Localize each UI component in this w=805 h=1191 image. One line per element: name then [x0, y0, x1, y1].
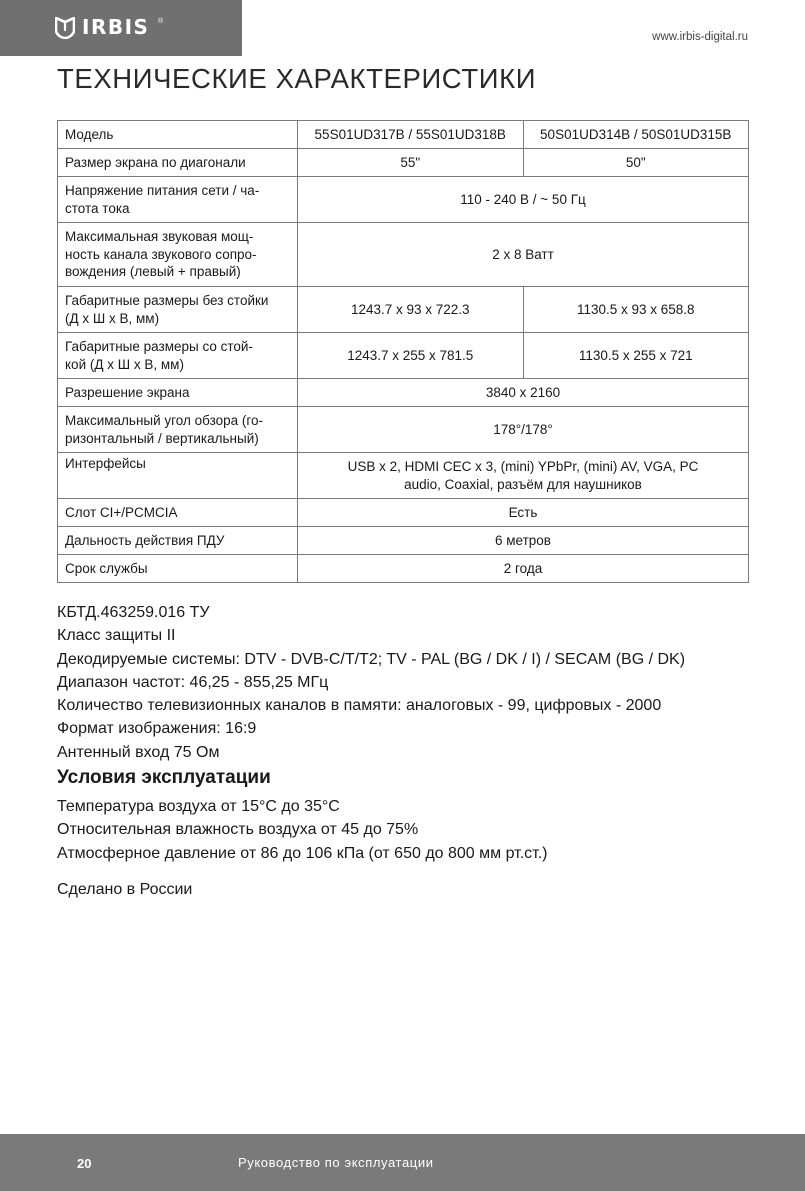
page-number: 20: [77, 1156, 92, 1171]
spec-value-55: 55S01UD317B / 55S01UD318B: [298, 121, 524, 149]
spec-value-55: 55": [298, 149, 524, 177]
spec-row-dims-no-stand: [58, 287, 749, 333]
note-line: Количество телевизионных каналов в памяти: аналоговых - 99, цифровых - 2000: [57, 697, 662, 715]
spec-label: Размер экрана по диагонали: [58, 149, 298, 177]
page-title: ТЕХНИЧЕСКИЕ ХАРАКТЕРИСТИКИ: [57, 63, 537, 94]
spec-row-ci-slot: [58, 499, 749, 527]
note-line: КБТД.463259.016 ТУ: [57, 604, 210, 621]
spec-value: USB x 2, HDMI CEC x 3, (mini) YPbPr, (mini) AV, VGA, PC audio, Coaxial, разъём для наушников: [298, 453, 749, 499]
spec-label: Максимальный угол обзора (го- ризонтальный / вертикальный): [58, 407, 298, 453]
spec-row-resolution: [58, 379, 749, 407]
spec-value: 178°/178°: [298, 407, 749, 453]
conditions-list: [57, 795, 547, 865]
spec-value-50: 50": [523, 149, 749, 177]
spec-label: Габаритные размеры без стойки (Д х Ш х В, мм): [58, 287, 298, 333]
spec-value-50: 1130.5 x 93 x 658.8: [523, 287, 749, 333]
spec-label: Дальность действия ПДУ: [58, 527, 298, 555]
spec-value: 2 года: [298, 555, 749, 583]
spec-row-lifetime: [58, 555, 749, 583]
spec-label: Интерфейсы: [58, 453, 298, 499]
spec-row-model: [58, 121, 749, 149]
note-line: Антенный вход 75 Ом: [57, 743, 220, 761]
condition-line: Атмосферное давление от 86 до 106 кПа (от 650 до 800 мм рт.ст.): [57, 844, 548, 862]
spec-label: Срок службы: [58, 555, 298, 583]
irbis-shield-icon: [55, 17, 75, 39]
conditions-heading: Условия эксплуатации: [57, 767, 271, 788]
footer-title: Руководство по эксплуатации: [238, 1155, 434, 1170]
spec-label: Габаритные размеры со стой- кой (Д х Ш х В, мм): [58, 333, 298, 379]
made-in-label: Сделано в России: [57, 881, 193, 898]
website-url[interactable]: www.irbis-digital.ru: [652, 31, 748, 43]
spec-row-dims-stand: [58, 333, 749, 379]
spec-row-viewing-angle: [58, 407, 749, 453]
note-line: Класс защиты II: [57, 627, 176, 645]
spec-label: Максимальная звуковая мощ- ность канала звукового сопро- вождения (левый + правый): [58, 223, 298, 287]
page-footer: [0, 1134, 805, 1191]
condition-line: Температура воздуха от 15°С до 35°С: [57, 798, 340, 815]
note-line: Формат изображения: 16:9: [57, 720, 257, 738]
spec-value: 110 - 240 В / ~ 50 Гц: [298, 177, 749, 223]
logo-registered-mark: ®: [158, 18, 164, 25]
spec-value-50: 1130.5 x 255 x 721: [523, 333, 749, 379]
spec-label: Разрешение экрана: [58, 379, 298, 407]
spec-label: Слот CI+/PCMCIA: [58, 499, 298, 527]
spec-value: 6 метров: [298, 527, 749, 555]
logo-banner: [0, 0, 242, 56]
spec-label: Модель: [58, 121, 298, 149]
spec-value: 2 х 8 Ватт: [298, 223, 749, 287]
spec-row-remote-range: [58, 527, 749, 555]
spec-row-power: [58, 177, 749, 223]
spec-row-diagonal: [58, 149, 749, 177]
spec-row-interfaces: [58, 453, 749, 499]
spec-table: [57, 120, 749, 583]
spec-row-sound: [58, 223, 749, 287]
note-line: Декодируемые системы: DTV - DVB-C/T/T2; TV - PAL (BG / DK / I) / SECAM (BG / DK): [57, 650, 686, 668]
spec-value: 3840 x 2160: [298, 379, 749, 407]
spec-notes: [57, 601, 685, 764]
condition-line: Относительная влажность воздуха от 45 до 75%: [57, 821, 419, 839]
spec-value-55: 1243.7 x 255 x 781.5: [298, 333, 524, 379]
logo-text: IRBIS: [82, 15, 150, 39]
spec-label: Напряжение питания сети / ча- стота тока: [58, 177, 298, 223]
spec-value-50: 50S01UD314B / 50S01UD315B: [523, 121, 749, 149]
note-line: Диапазон частот: 46,25 - 855,25 МГц: [57, 673, 329, 691]
spec-value-55: 1243.7 x 93 x 722.3: [298, 287, 524, 333]
spec-value: Есть: [298, 499, 749, 527]
